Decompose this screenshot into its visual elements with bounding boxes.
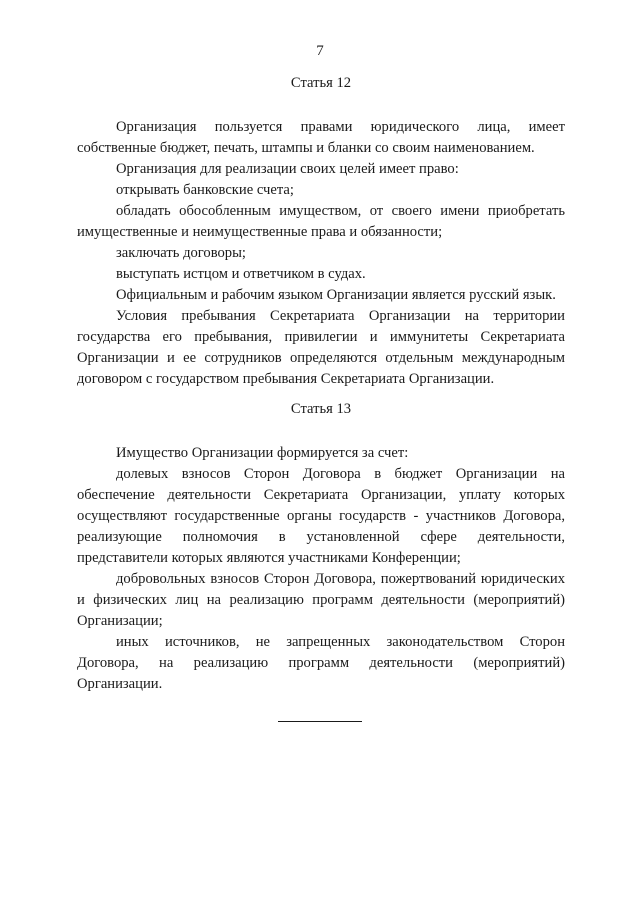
article-12 [77,73,565,390]
article-12-paragraph-7: Официальным и рабочим языком Организации является русский язык. [116,287,556,303]
article-13-paragraph-2: долевых взносов Сторон Договора в бюджет Организации на обеспечение деятельности Секретариата Организации, уплату которых осуществляют государственные органы государств - участников Договора, реализующие полномочия в установленной сфере деятельности, представители которых являются участниками Конференции; [77,466,565,566]
article-12-paragraph-2: Организация для реализации своих целей имеет право: [116,161,459,177]
article-12-heading: Статья 12 [290,75,352,91]
article-13-paragraph-1: Имущество Организации формируется за счет: [116,445,409,461]
article-13-heading: Статья 13 [290,401,352,417]
end-divider-line [278,721,362,722]
article-12-paragraph-6: выступать истцом и ответчиком в судах. [116,266,366,282]
article-12-paragraph-3: открывать банковские счета; [116,182,294,198]
article-12-paragraph-8: Условия пребывания Секретариата Организации на территории государства его пребывания, привилегии и иммунитеты Секретариата Организации и ее сотрудников определяются отдельным международным договором с государством пребывания Секретариата Организации. [77,308,565,387]
page-number: 7 [316,43,324,59]
article-13-paragraph-4: иных источников, не запрещенных законодательством Сторон Договора, на реализацию программ деятельности (мероприятий) Организации. [77,634,565,692]
article-12-paragraph-1: Организация пользуется правами юридического лица, имеет собственные бюджет, печать, штампы и бланки со своим наименованием. [77,119,565,156]
article-12-paragraph-4: обладать обособленным имуществом, от своего имени приобретать имущественные и неимущественные права и обязанности; [77,203,565,240]
article-13 [77,399,565,695]
article-13-paragraph-3: добровольных взносов Сторон Договора, пожертвований юридических и физических лиц на реализацию программ деятельности (мероприятий) Организации; [77,571,565,629]
article-12-paragraph-5: заключать договоры; [116,245,246,261]
